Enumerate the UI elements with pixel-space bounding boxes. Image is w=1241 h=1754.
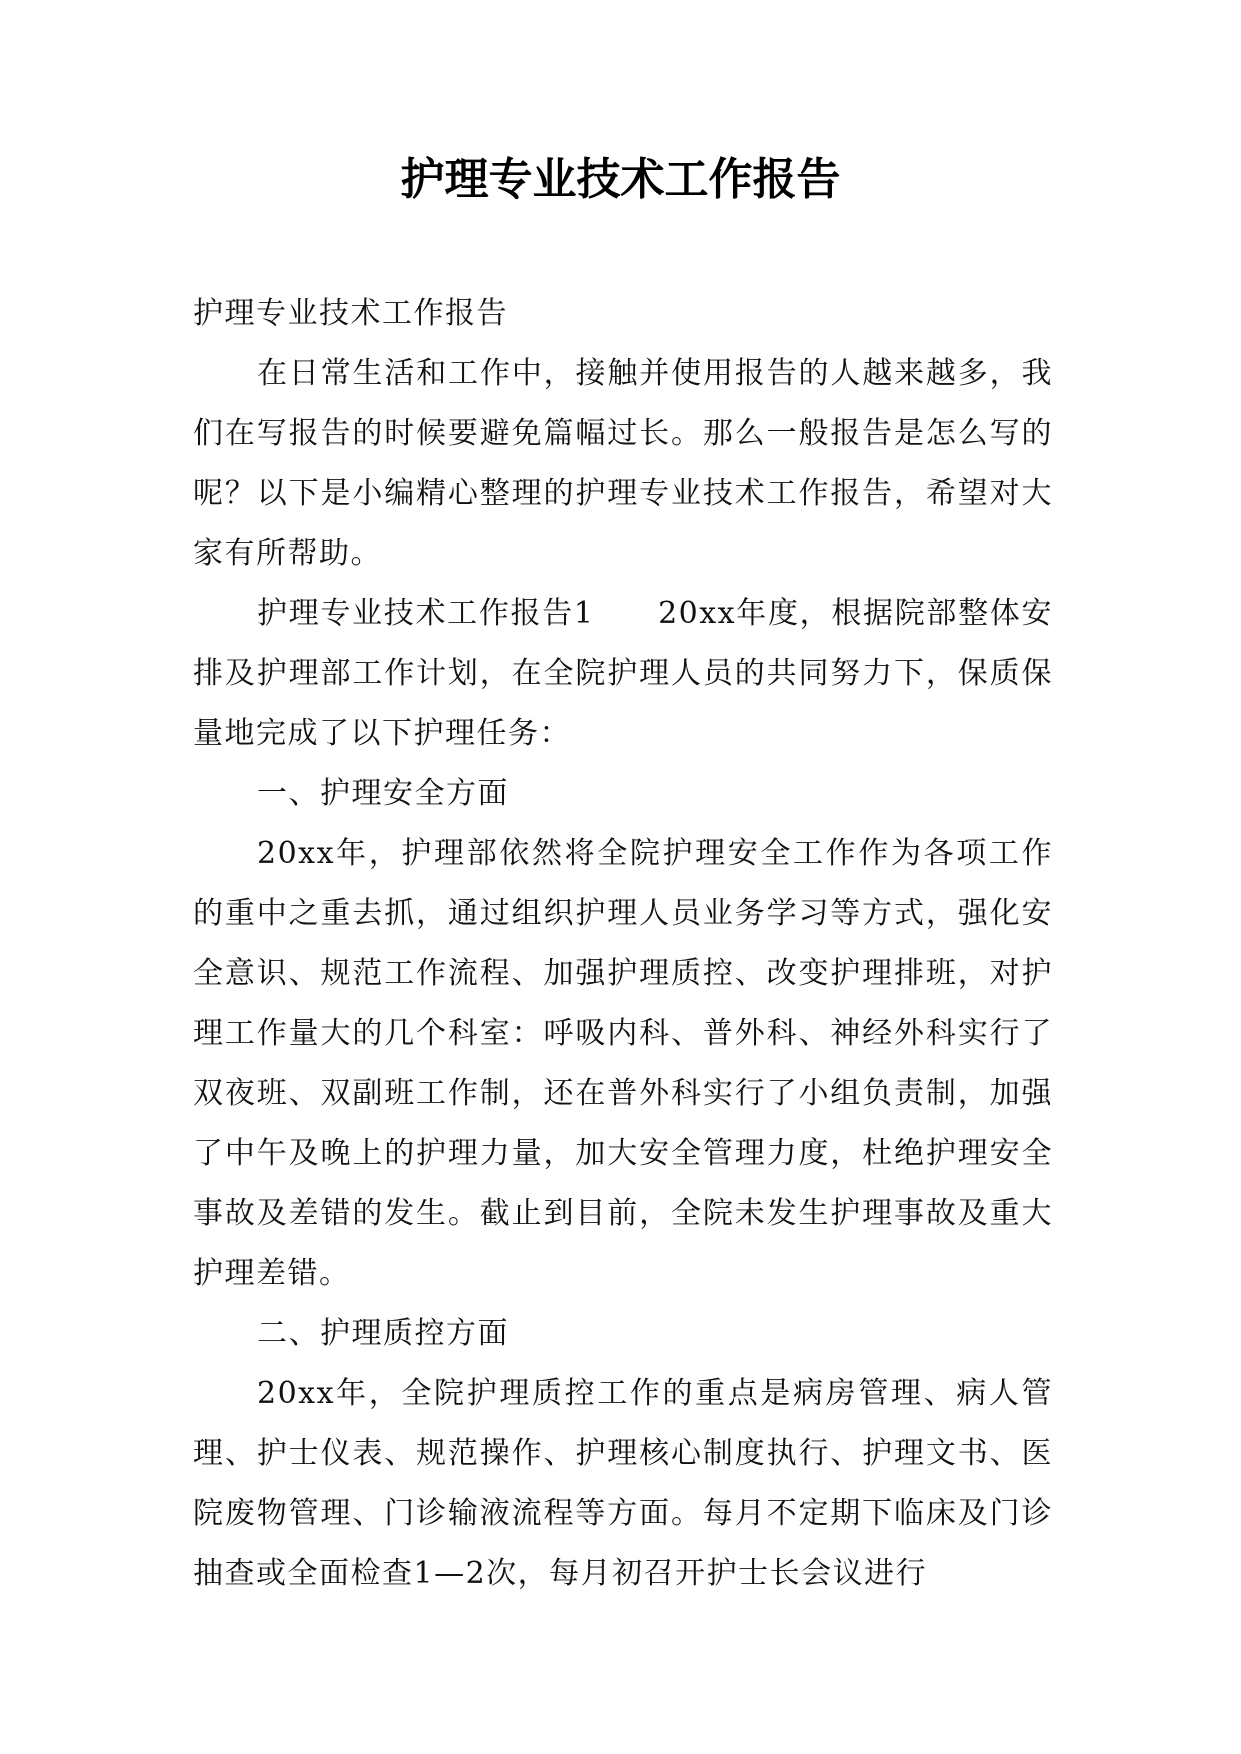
section-heading-quality-control: 二、护理质控方面 <box>257 1316 509 1351</box>
report-1-opening-paragraph: 护理专业技术工作报告1 20xx年度，根据院部整体安排及护理部工作计划，在全院护理人员的共同努力下，保质保量地完成了以下护理任务： <box>193 596 1053 751</box>
section-heading-safety: 一、护理安全方面 <box>257 776 509 811</box>
document-title: 护理专业技术工作报告 <box>400 154 841 205</box>
safety-paragraph: 20xx年，护理部依然将全院护理安全工作作为各项工作的重中之重去抓，通过组织护理人员业务学习等方式，强化安全意识、规范工作流程、加强护理质控、改变护理排班，对护理工作量大的几个科室：呼吸内科、普外科、神经外科实行了双夜班、双副班工作制，还在普外科实行了小组负责制，加强了中午及晚上的护理力量，加大安全管理力度，杜绝护理安全事故及差错的发生。截止到目前，全院未发生护理事故及重大护理差错。 <box>193 836 1053 1291</box>
quality-control-paragraph: 20xx年，全院护理质控工作的重点是病房管理、病人管理、护士仪表、规范操作、护理核心制度执行、护理文书、医院废物管理、门诊输液流程等方面。每月不定期下临床及门诊抽查或全面检查1—2次，每月初召开护士长会议进行 <box>193 1376 1053 1591</box>
intro-paragraph: 在日常生活和工作中，接触并使用报告的人越来越多，我们在写报告的时候要避免篇幅过长。那么一般报告是怎么写的呢？以下是小编精心整理的护理专业技术工作报告，希望对大家有所帮助。 <box>193 356 1053 571</box>
subtitle-line: 护理专业技术工作报告 <box>193 296 508 331</box>
document-body <box>193 284 1053 1604</box>
